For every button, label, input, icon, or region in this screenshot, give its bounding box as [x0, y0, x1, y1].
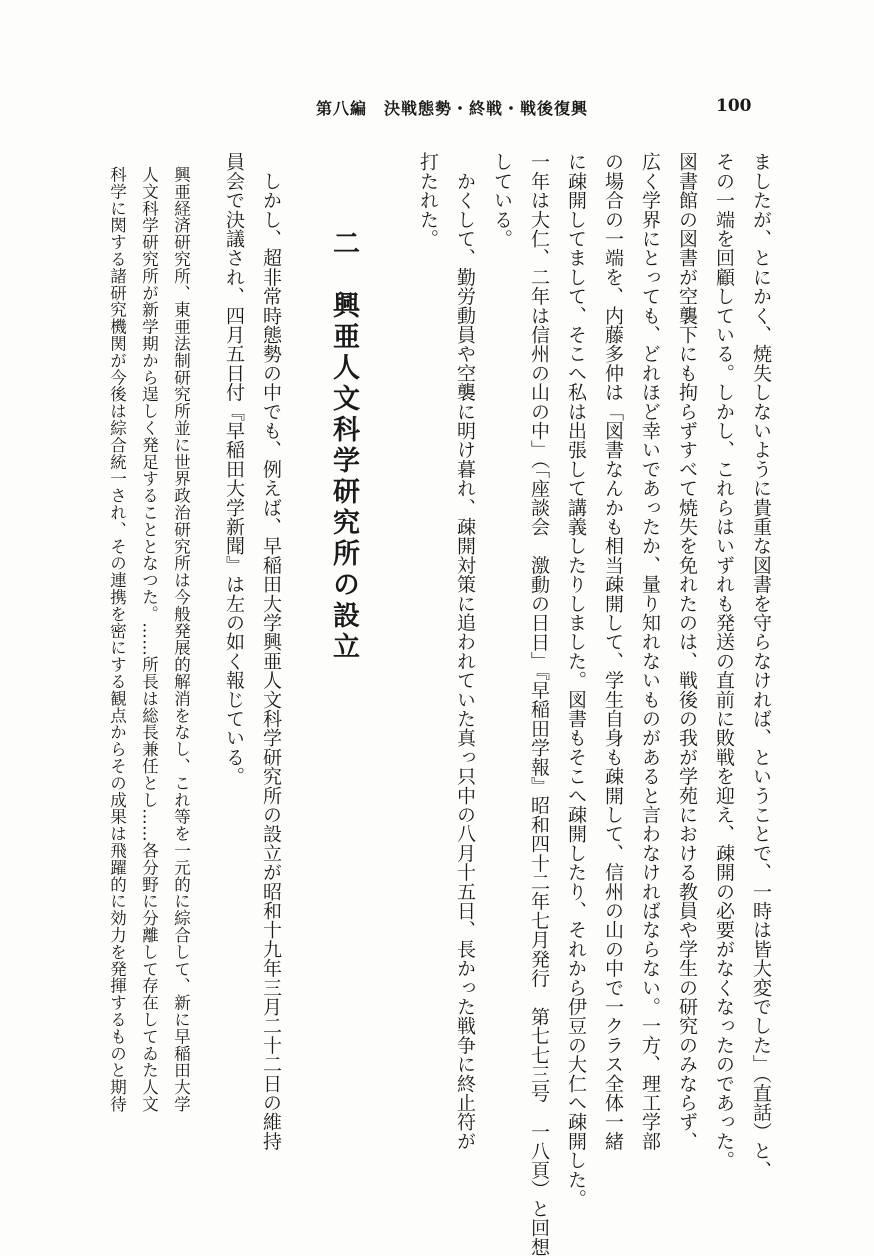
- quote-line: 科学に関する諸研究機関が今後は綜合統一され、その連携を密にする観点からその成果は飛躍的に効力を発揮するものと期待: [107, 166, 127, 1113]
- page-header: [0, 96, 874, 120]
- text-line: 広く学界にとっても、どれほど幸いであったか、量り知れないものがあると言わなければならない。一方、理工学部: [639, 152, 661, 1151]
- text-line: しかし、超非常時態勢の中でも、例えば、早稲田大学興亜人文科学研究所の設立が昭和十九年三月二十二日の維持: [260, 152, 282, 1151]
- quote-line: 興亜経済研究所、東亜法制研究所並に世界政治研究所は今般発展的解消をなし、これ等を一元的に綜合して、新に早稲田大学: [171, 166, 191, 1113]
- text-line: かくして、勤労動員や空襲に明け暮れ、疎開対策に追われていた真っ只中の八月十五日、長かった戦争に終止符が: [454, 152, 476, 1151]
- text-line: 員会で決議され、四月五日付『早稲田大学新聞』は左の如く報じている。: [223, 152, 245, 786]
- text-line: 打たれた。: [417, 152, 439, 248]
- text-line: ましたが、とにかく、焼失しないように貴重な図書を守らなければ、ということで、一時は皆大変でした」（直話）と、: [750, 152, 772, 1180]
- text-line: に疎開してまして、そこへ私は出張して講義したりしました。図書もそこへ疎開したり、それから伊豆の大仁へ疎開した。: [565, 152, 587, 1208]
- text-line: その一端を回顧している。しかし、これらはいずれも発送の直前に敗戦を迎え、疎開の必要がなくなったのであった。: [713, 152, 735, 1170]
- text-line: 図書館の図書が空襲下にも拘らずすべて焼失を免れたのは、戦後の我が学苑における教員や学生の研究のみならず、: [676, 152, 698, 1151]
- text-line: の場合の一端を、内藤多仲は「図書なんかも相当疎開して、学生自身も疎開して、信州の山の中で一クラス全体一緒: [602, 152, 624, 1151]
- text-line: 一年は大仁、二年は信州の山の中」（「座談会 激動の日日」『早稲田学報』昭和四十二年七月発行 第七七三号 一八頁）と回想: [528, 152, 550, 1256]
- running-head: 第八編 決戦態勢・終戦・戦後復興: [316, 99, 589, 118]
- quote-line: 人文科学研究所が新学期から逞しく発足することとなつた。……所長は総長兼任とし……各分野に分離して存在してゐた人文: [139, 166, 159, 1113]
- page-number: 100: [716, 96, 752, 116]
- section-heading: 二 興亜人文科学研究所の設立: [328, 229, 359, 663]
- text-line: している。: [491, 152, 513, 248]
